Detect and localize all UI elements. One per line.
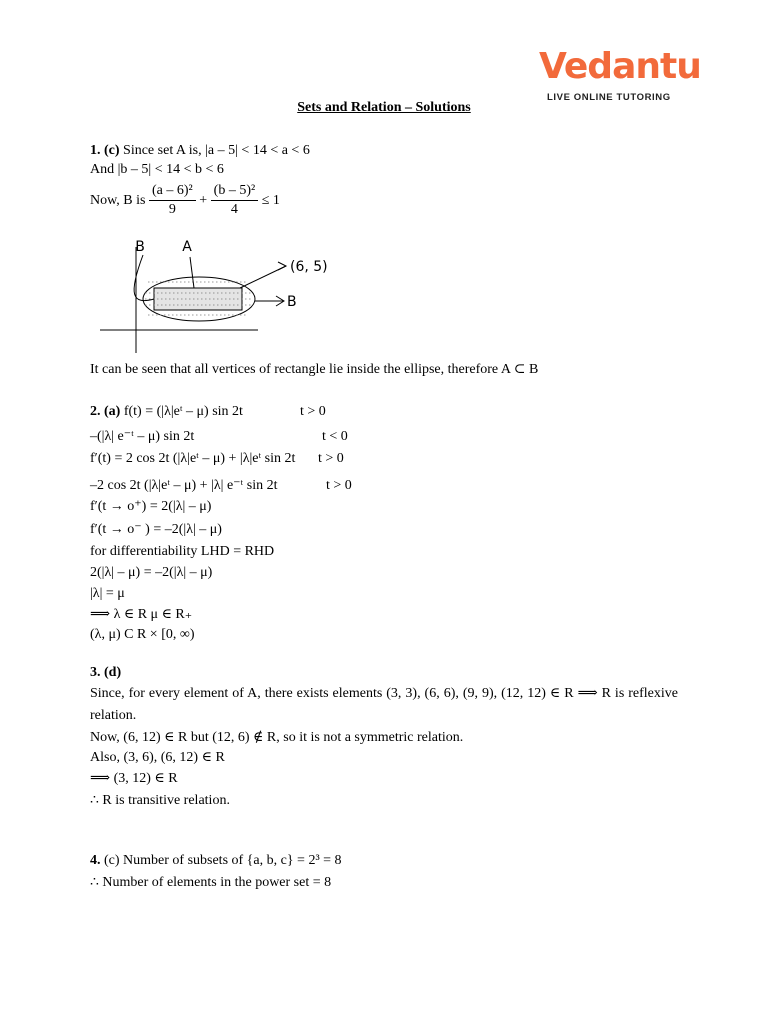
fraction-b: $\frac{\text{(b – 5)²}}{4}$ [211,182,259,219]
q3-heading [90,664,121,682]
q2-rest-3: 2(|λ| – μ) = –2(|λ| – μ) [90,565,213,580]
q2-rest-6: (λ, μ) C R × [0, ∞) [90,627,195,642]
q3-line-0: Now, (6, 12) ∈ R but (12, 6) ∉ R, so it is not a symmetric relation. [90,730,464,745]
q2-rest-1: f′(t → o⁻ ) = –2(|λ| – μ) [90,522,222,537]
q3-line-3: ∴ R is transitive relation. [90,793,230,808]
q3-line-2: ⟹ (3, 12) ∈ R [90,771,178,786]
q1-ellipse-equation: Now, B is $\frac{\text{(a – 6)²}}{9}$ + $\frac{\text{(b – 5)²}}{4}$ ≤ 1 [90,183,280,217]
label-point: (6, 5) [290,259,328,275]
q4-number: 4. [90,853,101,868]
q2-cond2: t < 0 [322,429,348,444]
q3-number: 3. [90,665,101,680]
q1-conclusion: It can be seen that all vertices of rectangle lie inside the ellipse, therefore A ⊂ B [90,362,539,377]
ellipse-rectangle-diagram [90,235,350,360]
q2-rest-2: for differentiability LHD = RHD [90,544,275,559]
q2-line1: 2. (a) f(t) = (|λ|eᵗ – μ) sin 2t [90,404,243,419]
q1-number: 1. [90,143,101,158]
q2-rest-0: f′(t → o⁺) = 2(|λ| – μ) [90,499,212,514]
q3-paragraph: Since, for every element of A, there exists elements (3, 3), (6, 6), (9, 9), (12, 12) ∈ R ⟹ R is reflexive relation. [90,686,678,723]
q2-cond1: t > 0 [300,404,326,419]
q4-line1: 4. (c) Number of subsets of {a, b, c} = 2³ = 8 [90,853,342,868]
logo-word: Vedantu [539,46,701,87]
label-a-pointer [190,257,194,288]
q2-answer: (a) [104,404,121,419]
fraction-a: $\frac{\text{(a – 6)²}}{9}$ [149,182,196,219]
label-b-axis: B [135,239,145,255]
q1-answer: (c) [104,143,120,158]
q2-cond3: t > 0 [318,451,344,466]
q2-rest-4: |λ| = μ [90,586,125,601]
q2-line3: f′(t) = 2 cos 2t (|λ|eᵗ – μ) + |λ|eᵗ sin 2t [90,451,296,466]
q2-cond4: t > 0 [326,478,352,493]
q2-number: 2. [90,404,101,419]
q1-line2: And |b – 5| < 14 < b < 6 [90,162,224,177]
q3-answer: (d) [104,665,122,680]
q2-line2: –(|λ| e⁻ᵗ – μ) sin 2t [90,429,195,444]
page-title: Sets and Relation – Solutions [297,100,471,115]
q2-line4: –2 cos 2t (|λ|eᵗ – μ) + |λ| e⁻ᵗ sin 2t [90,478,278,493]
q4-line2: ∴ Number of elements in the power set = 8 [90,875,332,890]
label-a: A [182,239,192,255]
label-b: B [287,294,297,310]
q2-rest-5: ⟹ λ ∈ R μ ∈ R₊ [90,607,193,622]
q3-line-1: Also, (3, 6), (6, 12) ∈ R [90,750,225,765]
logo-tagline: LIVE ONLINE TUTORING [547,92,671,103]
q1-line1: 1. (c) Since set A is, |a – 5| < 14 < a < 6 [90,143,310,158]
vedantu-logo [535,46,701,106]
